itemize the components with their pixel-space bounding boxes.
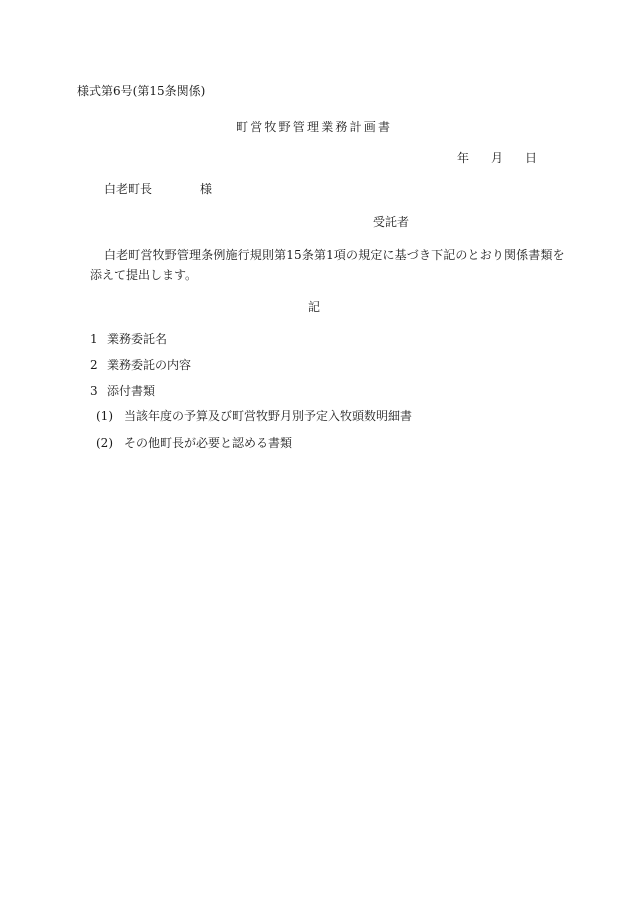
date-month-label: 月 bbox=[491, 151, 504, 165]
addressee-honorific: 様 bbox=[200, 182, 213, 196]
attachment-label: 当該年度の予算及び町営牧野月別予定入牧頭数明細書 bbox=[124, 409, 413, 423]
body-text-line-1: 白老町営牧野管理条例施行規則第15条第1項の規定に基づき下記のとおり関係書類を bbox=[104, 248, 565, 262]
date-day-label: 日 bbox=[525, 151, 538, 165]
attachment-item bbox=[96, 409, 412, 423]
body-text-line-2: 添えて提出します。 bbox=[90, 268, 198, 282]
list-item bbox=[90, 332, 167, 346]
trustee-label: 受託者 bbox=[373, 215, 410, 229]
document-title: 町営牧野管理業務計画書 bbox=[236, 120, 393, 134]
form-id: 様式第6号(第15条関係) bbox=[77, 84, 206, 98]
attachment-item bbox=[96, 436, 292, 450]
list-item-number: 2 bbox=[90, 358, 98, 372]
list-item bbox=[90, 358, 191, 372]
list-item-number: 1 bbox=[90, 332, 98, 346]
date-year-label: 年 bbox=[457, 151, 470, 165]
ki-heading: 記 bbox=[308, 300, 321, 314]
list-item bbox=[90, 384, 155, 398]
addressee bbox=[104, 182, 212, 196]
addressee-name: 白老町長 bbox=[104, 182, 153, 196]
list-item-label: 業務委託名 bbox=[107, 332, 168, 346]
attachment-number: (1) bbox=[96, 409, 113, 423]
list-item-label: 添付書類 bbox=[107, 384, 156, 398]
attachment-label: その他町長が必要と認める書類 bbox=[124, 436, 293, 450]
attachment-number: (2) bbox=[96, 436, 113, 450]
list-item-label: 業務委託の内容 bbox=[107, 358, 192, 372]
list-item-number: 3 bbox=[90, 384, 98, 398]
date-line bbox=[457, 151, 537, 165]
